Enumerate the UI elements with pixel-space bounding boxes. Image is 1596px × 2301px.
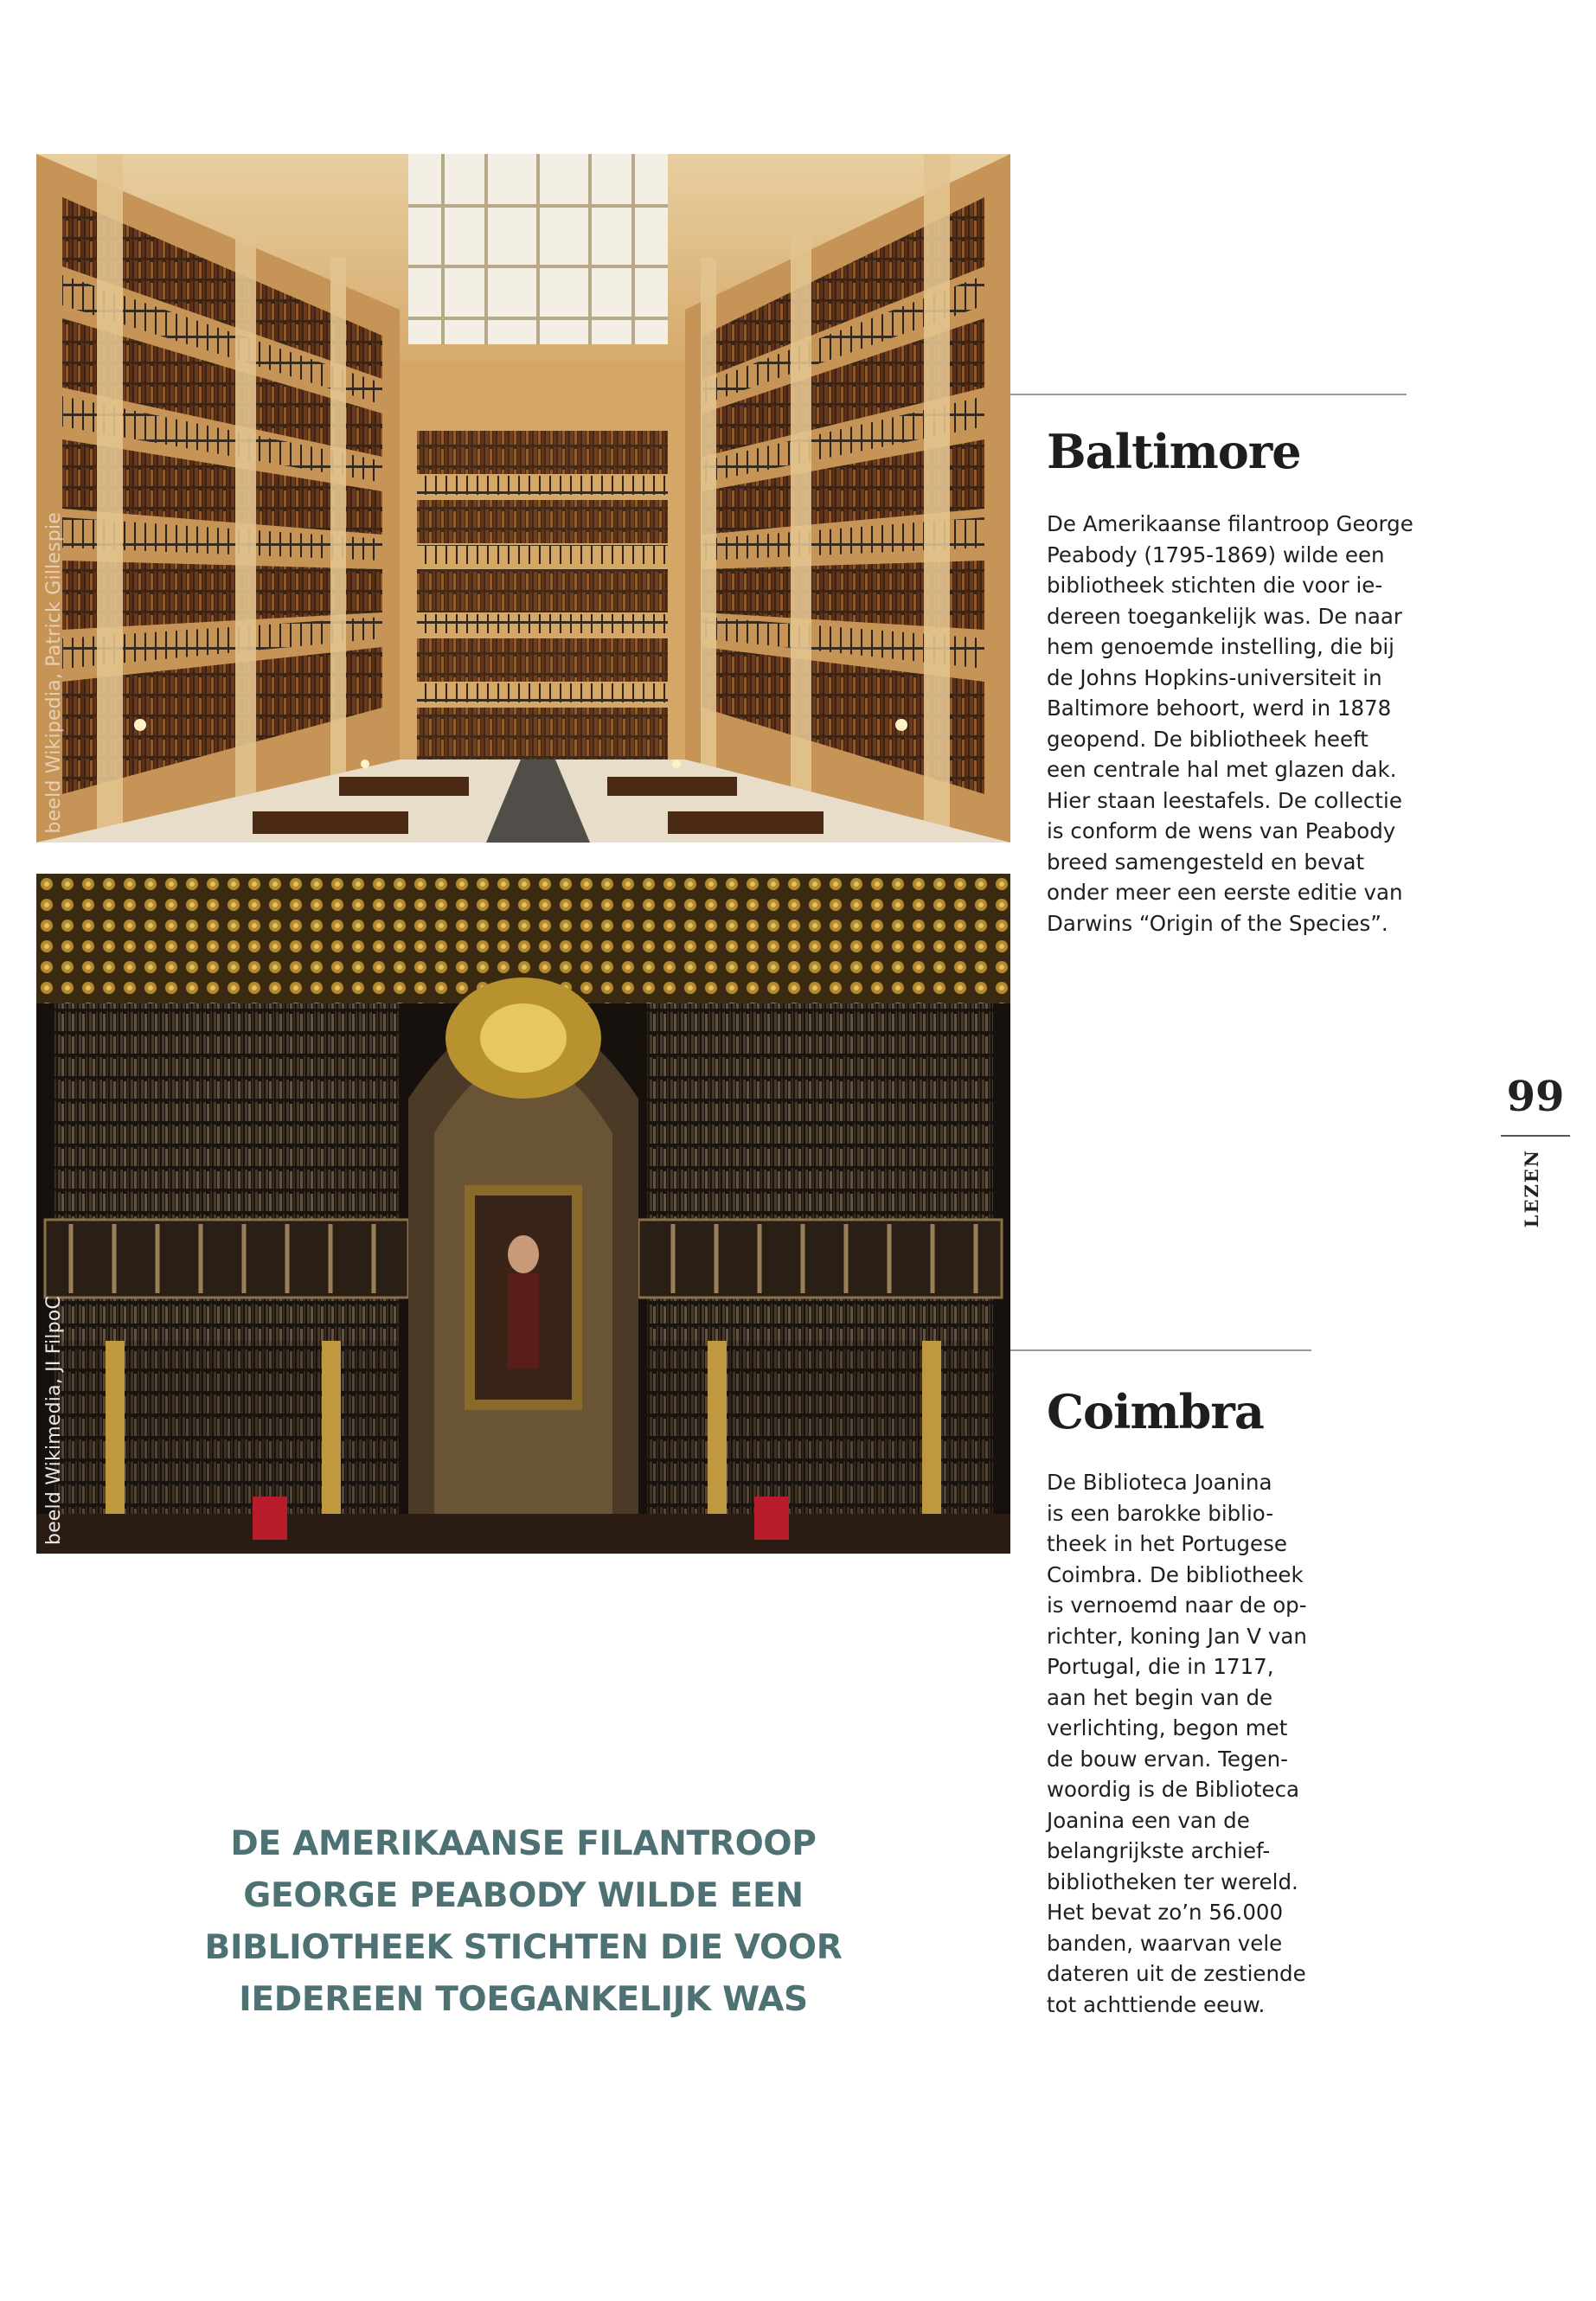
section-divider bbox=[1501, 1135, 1570, 1137]
page-number: 99 bbox=[1506, 1073, 1565, 1121]
baltimore-heading: Baltimore bbox=[1047, 424, 1301, 479]
coimbra-divider bbox=[1010, 1349, 1311, 1351]
photo-credit-baltimore: beeld Wikipedia, Patrick Gillespie bbox=[43, 512, 65, 834]
baltimore-body-text: De Amerikaanse filantroop George Peabody (1795-1869) wilde een bibliotheek stichten die voor ie- dereen toegankelijk was. De naar hem genoemde instelling, die bij de Johns Hopkins-universiteit in Baltimore behoort, werd in 1878 geopend. De bibliotheek heeft een centrale hal met glazen dak. Hier staan leestafels. De collectie is conform de wens van Peabody breed samengesteld en bevat onder meer een eerste editie van Darwins “Origin of the Species”. bbox=[1047, 511, 1413, 936]
pull-quote: DE AMERIKAANSE FILANTROOP GEORGE PEABODY WILDE EEN BIBLIOTHEEK STICHTEN DIE VOOR IEDEREEN TOEGANKELIJK WAS bbox=[204, 1824, 843, 2019]
coimbra-library-illustration bbox=[36, 874, 1010, 1554]
coimbra-body-text: De Biblioteca Joanina is een barokke biblio- theek in het Portugese Coimbra. De bibliotheek is vernoemd naar de op- richter, koning Jan V van Portugal, die in 1717, aan het begin van de verlichting, begon met de bouw ervan. Tegen- woordig is de Biblioteca Joanina een van de belangrijkste archief- bibliotheken ter wereld. Het bevat zo’n 56.000 banden, waarvan vele dateren uit de zestiende tot achttiende eeuw. bbox=[1047, 1470, 1307, 2017]
section-label: LEZEN bbox=[1521, 1149, 1542, 1228]
baltimore-library-illustration bbox=[36, 154, 1010, 843]
coimbra-heading: Coimbra bbox=[1047, 1384, 1264, 1439]
photo-credit-coimbra: beeld Wikimedia, JI FilpoC bbox=[43, 1295, 65, 1545]
baltimore-library-photo bbox=[36, 154, 1010, 843]
coimbra-library-photo bbox=[36, 874, 1010, 1554]
baltimore-divider bbox=[1010, 394, 1407, 395]
